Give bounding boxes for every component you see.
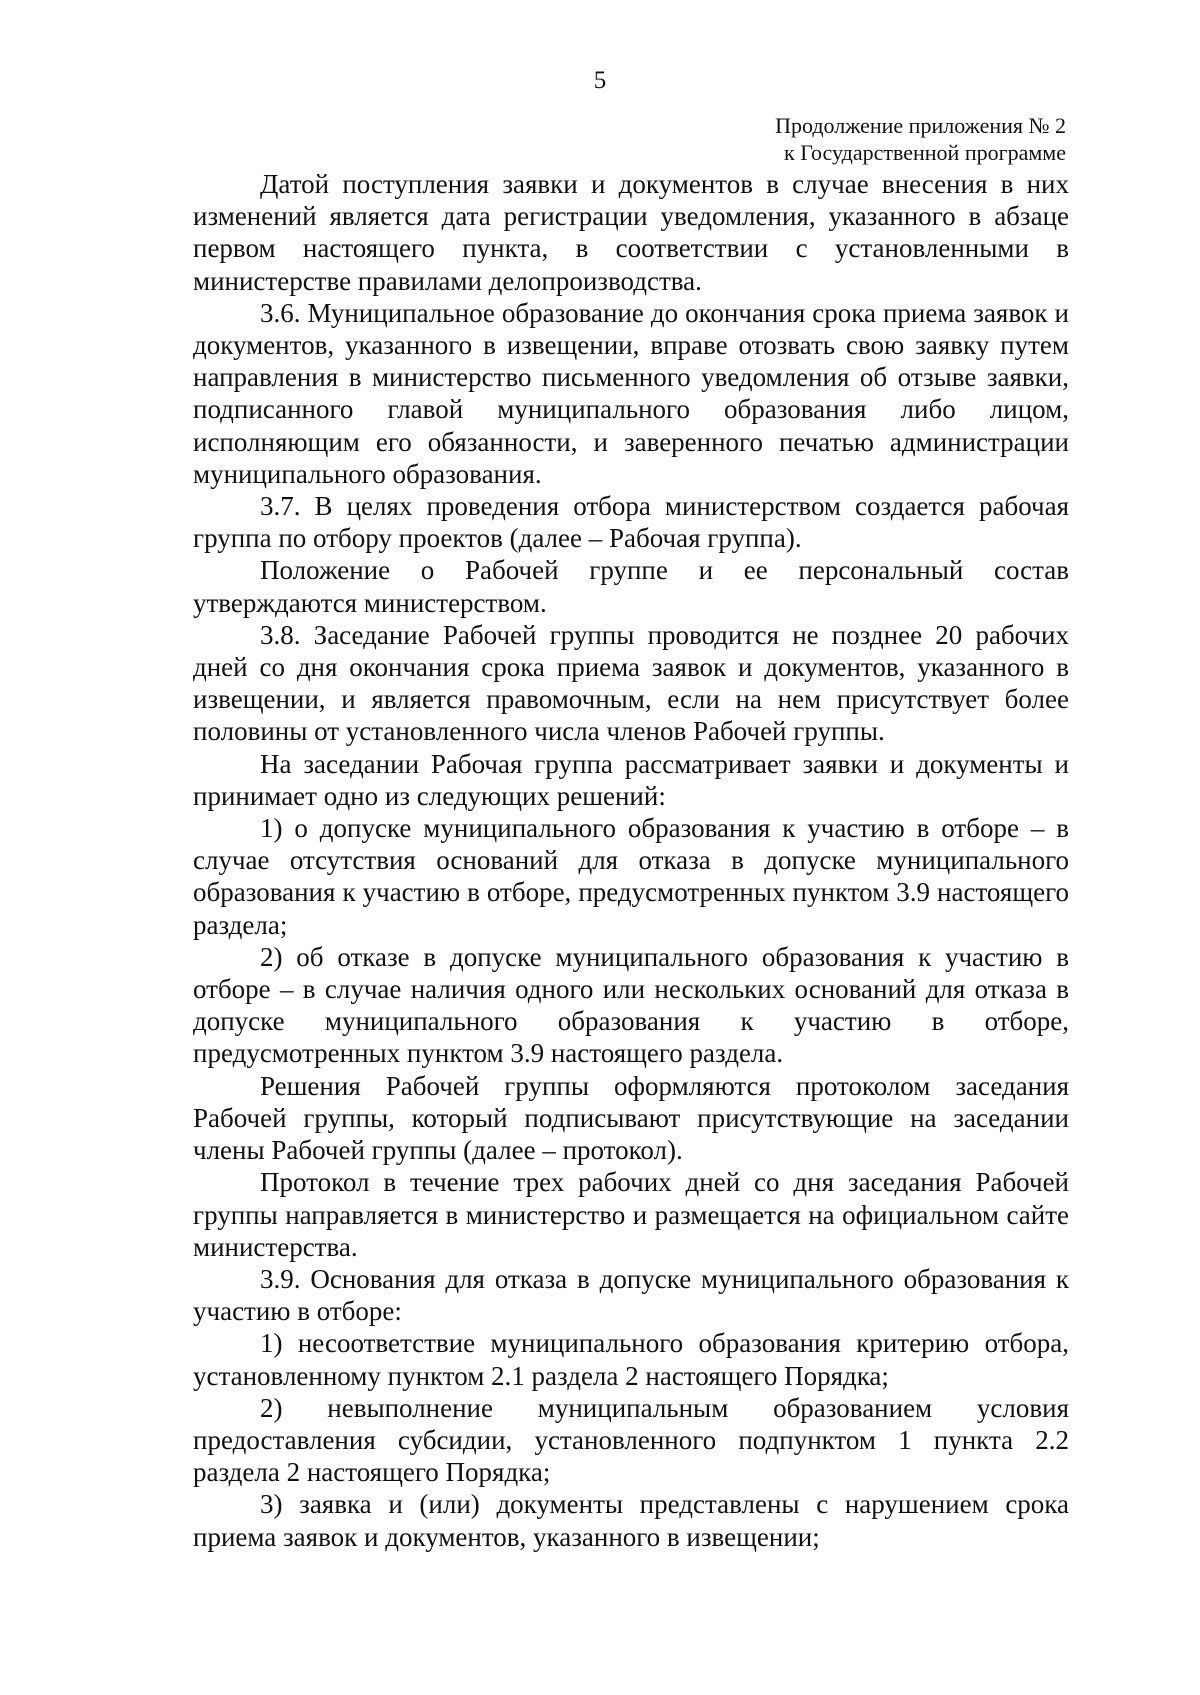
list-item-refusal: 2) об отказе в допуске муниципального образования к участию в отборе – в случае наличия одного или нескольких оснований для отказа в допуске муниципального образования к участию в отборе, предусмотренных пунктом 3.9 настоящего раздела. <box>193 941 1069 1069</box>
paragraph-3-9: 3.9. Основания для отказа в допуске муниципального образования к участию в отборе: <box>193 1263 1069 1327</box>
paragraph-3-8: 3.8. Заседание Рабочей группы проводится не позднее 20 рабочих дней со дня окончания срока приема заявок и документов, указанного в извещении, и является правомочным, если на нем присутствует более половины от установленного числа членов Рабочей группы. <box>193 619 1069 747</box>
paragraph-3-7: 3.7. В целях проведения отбора министерством создается рабочая группа по отбору проектов (далее – Рабочая группа). <box>193 491 1069 554</box>
paragraph-protocol-publication: Протокол в течение трех рабочих дней со дня заседания Рабочей группы направляется в министерство и размещается на официальном сайте министерства. <box>193 1167 1069 1262</box>
paragraph-3-6: 3.6. Муниципальное образование до окончания срока приема заявок и документов, указанного в извещении, вправе отозвать свою заявку путем направления в министерство письменного уведомления об отзыве заявки, подписанного главой муниципального образования либо лицом, исполняющим его обязанности, и заверенного печатью администрации муниципального образования. <box>193 297 1069 489</box>
paragraph-submission-date: Датой поступления заявки и документов в случае внесения в них изменений является дата регистрации уведомления, указанного в абзаце первом настоящего пункта, в соответствии с установленными в министерстве правилами делопроизводства. <box>193 169 1069 296</box>
list-item-admission: 1) о допуске муниципального образования к участию в отборе – в случае отсутствия оснований для отказа в допуске муниципального образования к участию в отборе, предусмотренных пунктом 3.9 настоящего раздела; <box>193 813 1069 940</box>
paragraph-meeting-decisions: На заседании Рабочая группа рассматривает заявки и документы и принимает одно из следующих решений: <box>193 748 1069 811</box>
appendix-header-line-1: Продолжение приложения № 2 <box>775 113 1066 138</box>
page-number: 5 <box>593 67 607 94</box>
appendix-header <box>775 112 1066 166</box>
appendix-header-line-2: к Государственной программе <box>784 140 1066 165</box>
document-body <box>193 168 1069 1553</box>
list-item-ground-2: 2) невыполнение муниципальным образованием условия предоставления субсидии, установленного подпунктом 1 пункта 2.2 раздела 2 настоящего Порядка; <box>193 1392 1069 1488</box>
paragraph-working-group-regulation: Положение о Рабочей группе и ее персональный состав утверждаются министерством. <box>193 555 1069 618</box>
paragraph-decisions-protocol: Решения Рабочей группы оформляются протоколом заседания Рабочей группы, который подписывают присутствующие на заседании члены Рабочей группы (далее – протокол). <box>193 1070 1069 1166</box>
list-item-ground-3: 3) заявка и (или) документы представлены с нарушением срока приема заявок и документов, указанного в извещении; <box>193 1489 1069 1552</box>
list-item-ground-1: 1) несоответствие муниципального образования критерию отбора, установленному пунктом 2.1 раздела 2 настоящего Порядка; <box>193 1328 1069 1391</box>
